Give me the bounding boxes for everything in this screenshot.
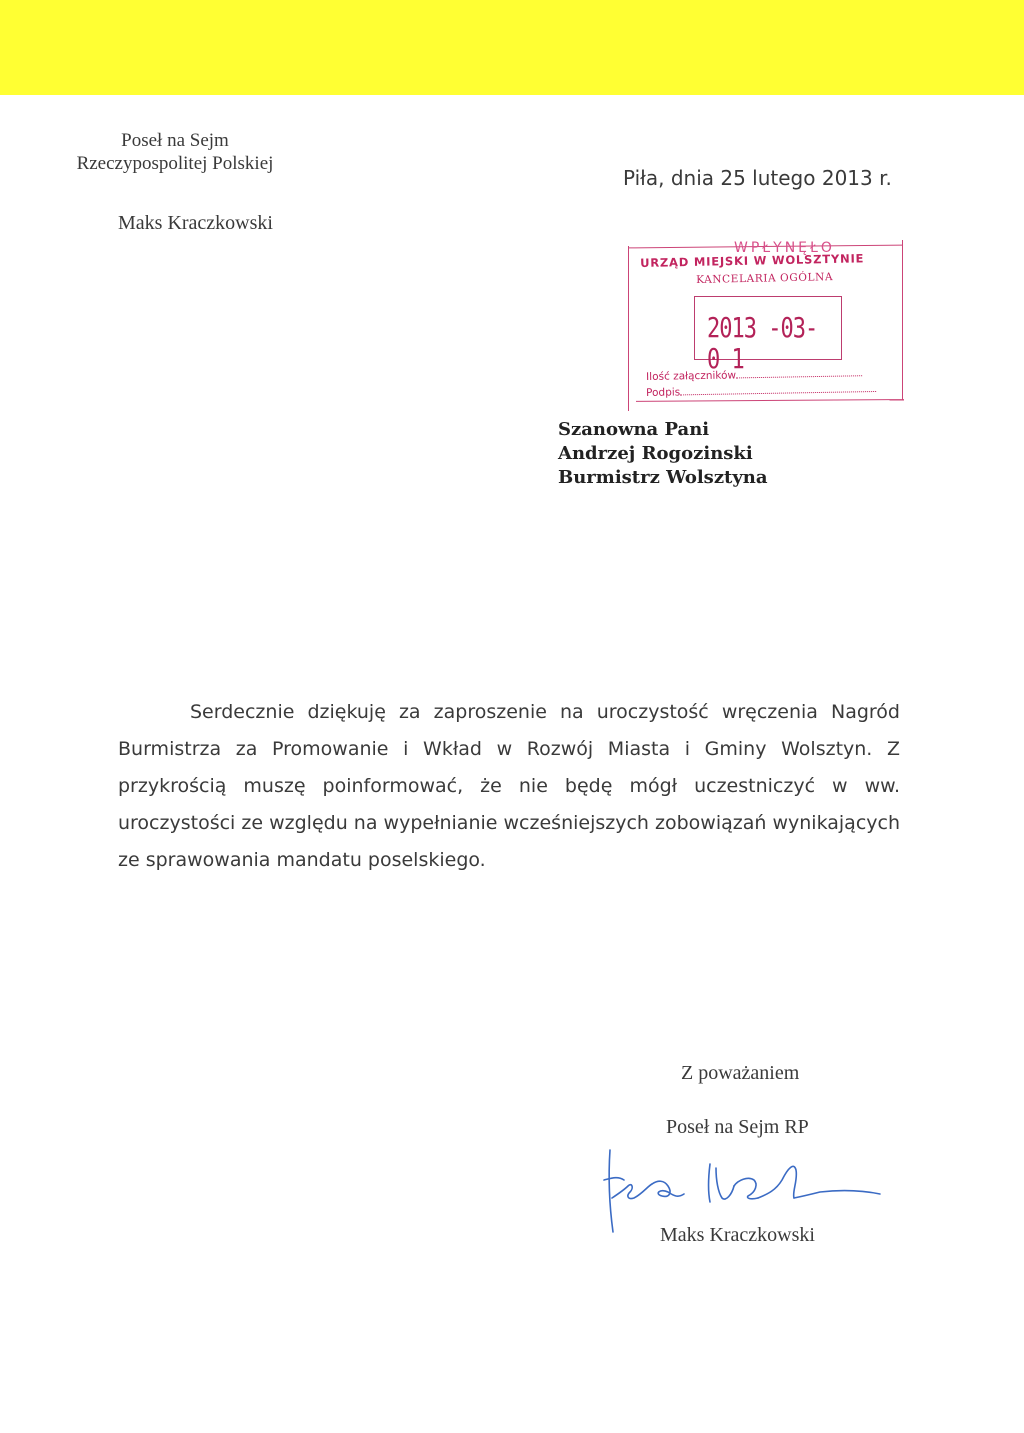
letter-date: Piła, dnia 25 lutego 2013 r. — [623, 166, 892, 190]
stamp-date: 2013 -03- 0 1 — [707, 313, 818, 376]
yellow-header-bar — [0, 0, 1024, 95]
closing-greeting: Z poważaniem — [681, 1062, 800, 1084]
letter-body: Serdecznie dziękuję za zaproszenie na uroczystość wręczenia Nagród Burmistrza za Promowanie i Wkład w Rozwój Miasta i Gminy Wolsztyn. Z przykrością muszę poinformować, że nie będę mógł uczestniczyć w ww. uroczystości ze względu na wypełnianie wcześniejszych zobowiązań wynikających ze sprawowania mandatu poselskiego. — [118, 701, 900, 871]
stamp-department: KANCELARIA OGÓLNA — [696, 271, 834, 286]
stamp-signature-dots — [680, 382, 876, 395]
stamp-signature-label: Podpis — [646, 386, 681, 399]
stamp-attachments-row — [646, 366, 862, 383]
stamp-border-left — [628, 246, 629, 411]
stamp-border-right — [902, 240, 903, 400]
recipient-name: Andrzej Rogozinski — [558, 443, 753, 464]
stamp-date-box — [694, 296, 842, 376]
sender-institution: Rzeczypospolitej Polskiej — [76, 153, 274, 174]
sender-block — [40, 129, 310, 175]
sender-name: Maks Kraczkowski — [118, 212, 273, 234]
stamp-attachments-label: Ilość załączników — [646, 369, 737, 383]
stamp-border-bottom — [636, 399, 904, 402]
received-stamp — [628, 236, 904, 410]
sender-title: Poseł na Sejm — [121, 130, 229, 151]
recipient-salutation: Szanowna Pani — [558, 419, 710, 440]
stamp-received-label: WPŁYNĘŁO — [734, 240, 835, 256]
closing-title: Poseł na Sejm RP — [666, 1116, 809, 1138]
stamp-attachments-dots — [736, 366, 862, 378]
recipient-block — [558, 418, 768, 490]
recipient-title: Burmistrz Wolsztyna — [558, 467, 768, 488]
closing-name: Maks Kraczkowski — [660, 1224, 815, 1246]
stamp-office-name: URZĄD MIEJSKI W WOLSZTYNIE — [640, 251, 865, 270]
stamp-signature-row — [646, 382, 876, 399]
